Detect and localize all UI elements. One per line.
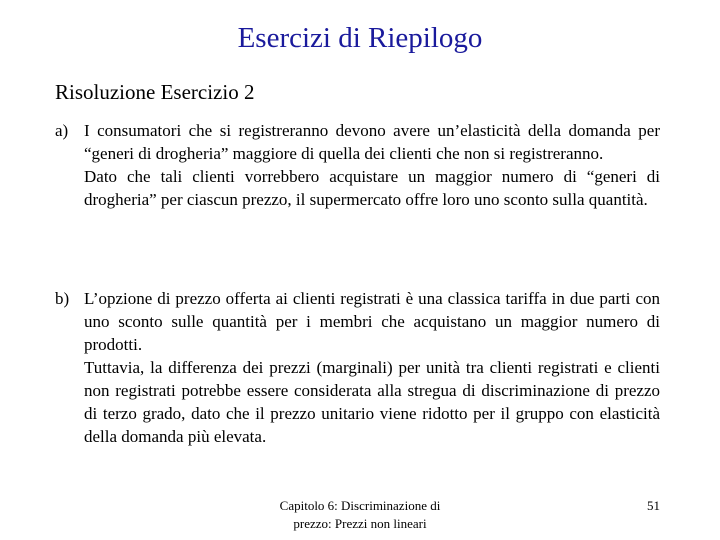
paragraph-a-2: Dato che tali clienti vorrebbero acquistare un maggior numero di “generi di drogheria” per ciascun prezzo, il supermercato offre loro uno sconto sulla quantità. xyxy=(84,167,660,209)
section-subtitle: Risoluzione Esercizio 2 xyxy=(55,80,255,104)
page-number: 51 xyxy=(647,498,660,513)
paragraph-a-1: I consumatori che si registreranno devono avere un’elasticità della domanda per “generi di drogheria” maggiore di quella dei clienti che non si registreranno. xyxy=(84,121,660,163)
slide-title: Esercizi di Riepilogo xyxy=(237,22,483,54)
list-marker-a: a) xyxy=(55,121,69,140)
list-marker-b: b) xyxy=(55,289,70,308)
paragraph-b-2: Tuttavia, la differenza dei prezzi (marginali) per unità tra clienti registrati e clienti non registrati potrebbe essere considerata alla stregua di discriminazione di prezzo di terzo grado, dato che il prezzo unitario viene ridotto per il gruppo con elasticità della domanda più elevata. xyxy=(84,358,660,446)
footer-chapter-line-1: Capitolo 6: Discriminazione di xyxy=(279,498,441,513)
list-item-b-body xyxy=(84,287,660,448)
list-item-b xyxy=(55,287,660,448)
slide-footer xyxy=(230,497,490,533)
footer-chapter-line-2: prezzo: Prezzi non lineari xyxy=(293,516,427,531)
list-item-a-body xyxy=(84,119,660,211)
list-item-a xyxy=(55,119,660,211)
paragraph-b-1: L’opzione di prezzo offerta ai clienti registrati è una classica tariffa in due parti con uno sconto sulle quantità per i membri che acquistano un maggior numero di prodotti. xyxy=(84,289,660,354)
